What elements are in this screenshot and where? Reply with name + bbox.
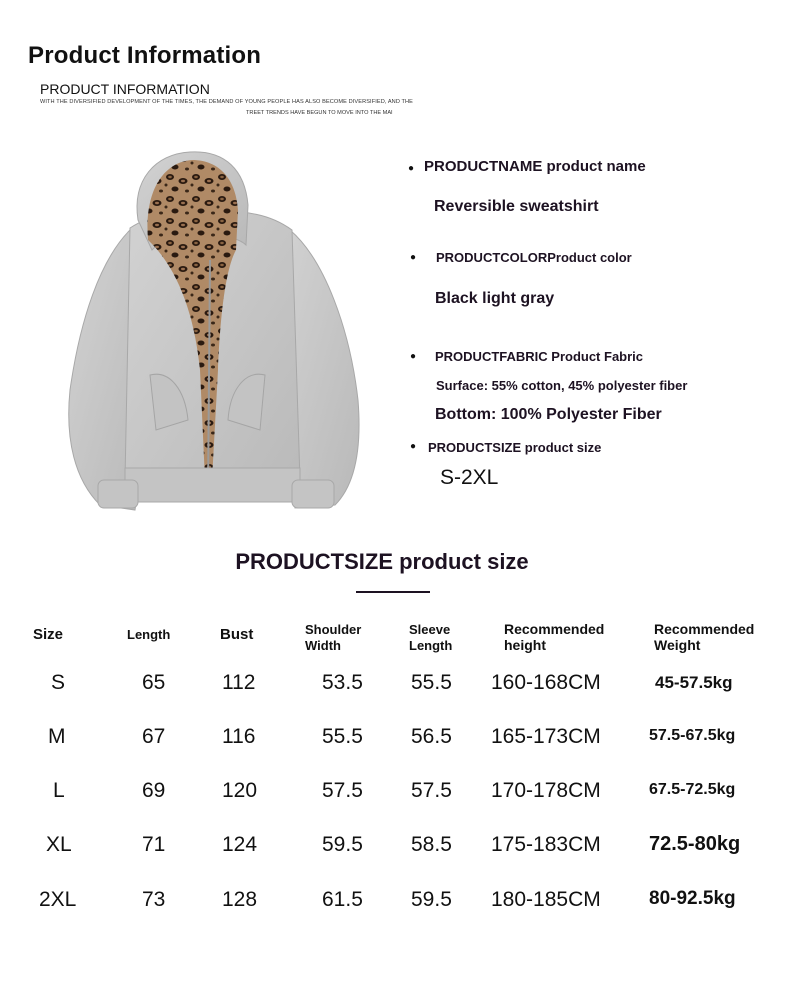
col-header-shoulder-line1: Shoulder xyxy=(305,622,362,637)
product-image xyxy=(60,150,365,520)
cell-size: M xyxy=(48,725,66,748)
cell-shoulder: 59.5 xyxy=(322,833,363,856)
cell-sleeve: 56.5 xyxy=(411,725,452,748)
fabric-bottom: Bottom: 100% Polyester Fiber xyxy=(435,406,662,423)
tagline-line-1: WITH THE DIVERSIFIED DEVELOPMENT OF THE TIMES, THE DEMAND OF YOUNG PEOPLE HAS ALSO BECOME DIVERSIFIED, AND THE xyxy=(40,99,414,105)
col-header-weight-line1: Recommended xyxy=(654,621,755,637)
cell-weight: 57.5-67.5kg xyxy=(649,727,736,744)
bullet-icon: ● xyxy=(410,441,417,452)
cell-bust: 124 xyxy=(222,833,258,856)
cell-length: 71 xyxy=(142,833,166,856)
cell-sleeve: 57.5 xyxy=(411,779,452,802)
bullet-icon: ● xyxy=(408,163,415,174)
cell-shoulder: 57.5 xyxy=(322,779,363,802)
cell-shoulder: 61.5 xyxy=(322,888,363,911)
col-header-weight xyxy=(654,621,754,653)
cell-sleeve: 59.5 xyxy=(411,888,452,911)
product-fabric-label: PRODUCTFABRIC Product Fabric xyxy=(435,349,644,364)
product-name-value: Reversible sweatshirt xyxy=(434,198,599,215)
col-header-shoulder-line2: Width xyxy=(305,638,341,653)
cell-length: 73 xyxy=(142,888,166,911)
col-header-length: Length xyxy=(127,627,171,642)
cell-shoulder: 53.5 xyxy=(322,671,363,694)
col-header-sleeve-line1: Sleeve xyxy=(409,622,451,637)
cell-height: 160-168CM xyxy=(491,671,601,694)
col-header-weight-line2: Weight xyxy=(654,637,701,653)
cell-bust: 128 xyxy=(222,888,258,911)
cell-weight: 45-57.5kg xyxy=(655,673,733,692)
page-title: Product Information xyxy=(28,42,262,69)
heading-divider xyxy=(356,591,430,593)
cell-height: 180-185CM xyxy=(491,888,601,911)
cell-weight: 72.5-80kg xyxy=(649,833,741,855)
col-header-shoulder xyxy=(305,622,361,654)
tagline-line-2: TREET TRENDS HAVE BEGUN TO MOVE INTO THE MAI xyxy=(246,110,393,116)
product-color-label: PRODUCTCOLORProduct color xyxy=(436,250,632,265)
bullet-icon: ● xyxy=(410,351,417,362)
cell-bust: 120 xyxy=(222,779,258,802)
cell-size: XL xyxy=(46,833,72,856)
cell-weight: 80-92.5kg xyxy=(649,888,736,909)
fabric-surface: Surface: 55% cotton, 45% polyester fiber xyxy=(436,378,688,393)
page-subtitle: PRODUCT INFORMATION xyxy=(40,81,210,97)
cell-height: 175-183CM xyxy=(491,833,601,856)
cell-height: 170-178CM xyxy=(491,779,601,802)
cell-length: 67 xyxy=(142,725,166,748)
product-name-label: PRODUCTNAME product name xyxy=(424,158,646,175)
col-header-bust: Bust xyxy=(220,626,254,643)
cell-height: 165-173CM xyxy=(491,725,601,748)
product-size-value: S-2XL xyxy=(440,466,499,489)
cell-sleeve: 55.5 xyxy=(411,671,452,694)
col-header-height xyxy=(504,621,604,653)
product-color-value: Black light gray xyxy=(435,290,555,307)
cell-length: 69 xyxy=(142,779,166,802)
cell-sleeve: 58.5 xyxy=(411,833,452,856)
cell-bust: 112 xyxy=(222,671,256,694)
col-header-height-line1: Recommended xyxy=(504,621,605,637)
hoodie-illustration xyxy=(60,150,365,520)
cell-weight: 67.5-72.5kg xyxy=(649,781,736,798)
cell-size: L xyxy=(53,779,65,802)
col-header-size: Size xyxy=(33,626,64,643)
cell-size: 2XL xyxy=(39,888,77,911)
product-size-label: PRODUCTSIZE product size xyxy=(428,440,602,455)
cell-bust: 116 xyxy=(222,725,256,748)
cell-length: 65 xyxy=(142,671,166,694)
col-header-height-line2: height xyxy=(504,637,546,653)
size-section-heading: PRODUCTSIZE product size xyxy=(235,549,529,574)
cell-size: S xyxy=(51,671,66,694)
cell-shoulder: 55.5 xyxy=(322,725,363,748)
col-header-sleeve-line2: Length xyxy=(409,638,453,653)
col-header-sleeve xyxy=(409,622,452,654)
bullet-icon: ● xyxy=(410,252,417,263)
